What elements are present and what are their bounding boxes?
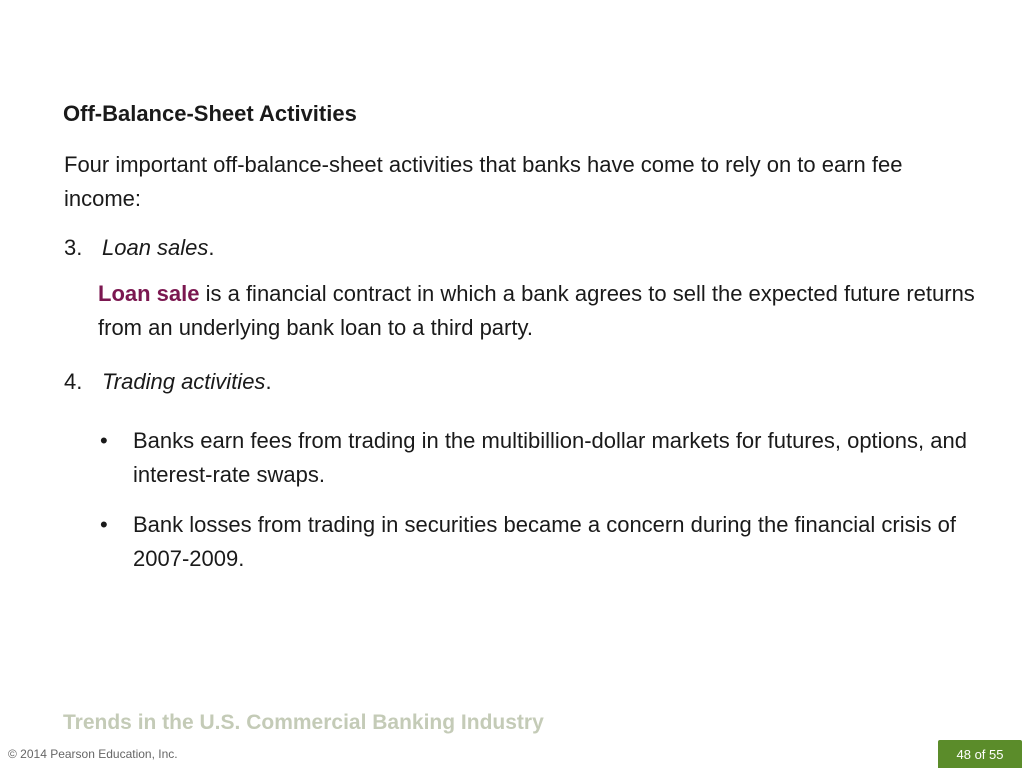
item-number: 4.: [64, 369, 83, 394]
bullet-text: Bank losses from trading in securities became a concern during the financial crisis of 2007-2009.: [133, 512, 956, 571]
definition-text: is a financial contract in which a bank agrees to sell the expected future returns from an underlying bank loan to a third party.: [98, 281, 975, 340]
bullet-item: [98, 508, 978, 576]
page-number-badge: 48 of 55: [938, 740, 1022, 768]
bullet-glyph: •: [100, 428, 108, 453]
numbered-item-3: [64, 231, 215, 265]
definition-term: Loan sale: [98, 281, 200, 306]
chapter-title: Trends in the U.S. Commercial Banking Industry: [63, 711, 544, 734]
slide-title: Off-Balance-Sheet Activities: [63, 101, 357, 126]
item-label: Trading activities: [102, 369, 266, 394]
item-label: Loan sales: [102, 235, 209, 260]
intro-paragraph: Four important off-balance-sheet activities that banks have come to rely on to earn fee income:: [64, 152, 903, 211]
item-label-suffix: .: [265, 369, 272, 394]
loan-sale-definition: [98, 277, 978, 345]
copyright-notice: © 2014 Pearson Education, Inc.: [8, 747, 178, 761]
item-label-suffix: .: [208, 235, 215, 260]
bullet-glyph: •: [100, 512, 108, 537]
bullet-item: [98, 424, 978, 492]
item-number: 3.: [64, 235, 83, 260]
numbered-item-4: [64, 365, 272, 399]
bullet-text: Banks earn fees from trading in the multibillion-dollar markets for futures, options, and interest-rate swaps.: [133, 428, 967, 487]
